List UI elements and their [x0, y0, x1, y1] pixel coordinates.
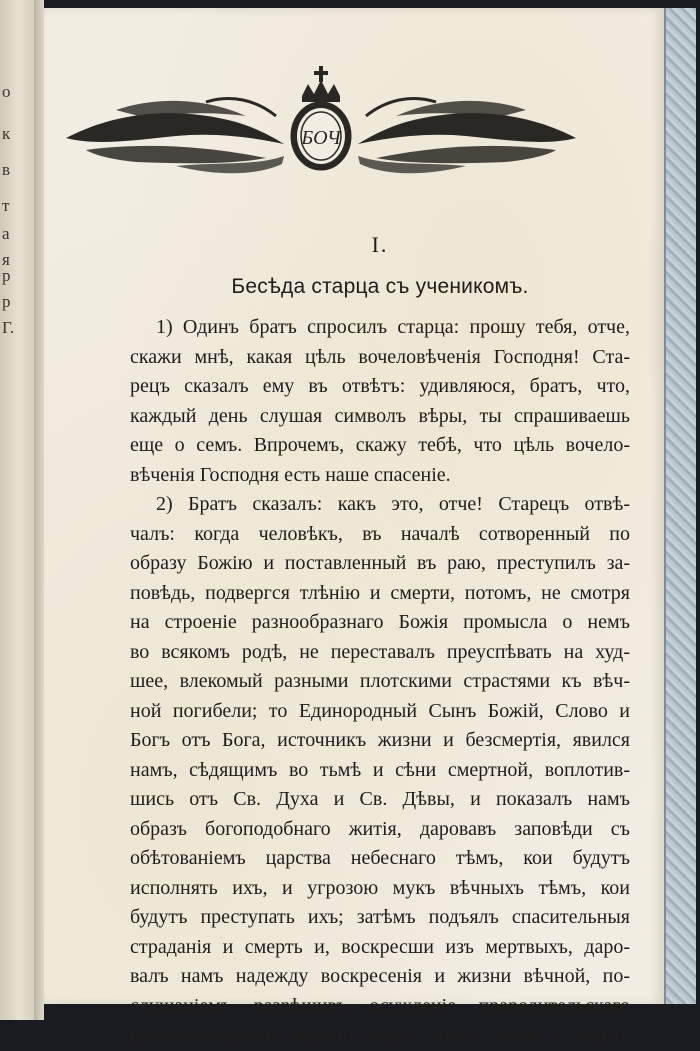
text-line: обѣтованіемъ царства небеснаго тѣмъ, кои будутъ [130, 847, 630, 869]
text-line: исполнять ихъ, и угрозою мукъ вѣчныхъ тѣмъ, кои [130, 876, 630, 899]
left-page-fragment: р [2, 266, 11, 285]
text-line: еще о семъ. Впрочемъ, скажу тебѣ, что цѣль вочело- [130, 434, 630, 456]
paragraph-1 [130, 313, 630, 490]
text-line: шее, влекомый разными плотскими страстями къ вѣч- [130, 670, 630, 692]
left-page-fragment: т [2, 196, 10, 215]
text-line: Богъ отъ Бога, источникъ жизни и безсмертія, явился [130, 729, 630, 751]
text-line: будутъ преступать ихъ; затѣмъ подъялъ спасительныя [130, 906, 630, 928]
left-page-fragment: а [2, 224, 10, 243]
left-page-fragment: к [2, 124, 11, 143]
text-line: слушаніемъ разрѣшивъ осужденіе прародительскаго [130, 994, 630, 1017]
chapter-title: Бесѣда старца съ ученикомъ. [231, 274, 529, 298]
headpiece-ornament [56, 66, 586, 186]
left-page-edge [0, 0, 34, 1020]
text-line: образу Божію и поставленный въ раю, преступилъ за- [130, 552, 630, 574]
text-line: грѣха и поправъ смертію смерть, чтобы, какъ въ Адамѣ [130, 1024, 630, 1046]
text-line: на строеніе разнообразнаго Божія промысла о немъ [130, 611, 630, 633]
text-line: 2) Братъ сказалъ: какъ это, отче! Старецъ отвѣ- [156, 493, 630, 515]
text-line: 1) Одинъ братъ спросилъ старца: прошу тебя, отче, [156, 316, 630, 338]
left-page-fragment: Г. [2, 318, 15, 337]
left-page-fragment: я [2, 250, 10, 269]
text-line: валъ намъ надежду воскресенія и жизни вѣчной, по- [130, 965, 630, 987]
monogram: БОЧ [301, 127, 341, 149]
left-page-fragment: в [2, 160, 11, 179]
text-line: шись отъ Св. Духа и Св. Дѣвы, и показалъ намъ [130, 788, 630, 810]
book-page [44, 8, 664, 1046]
book-gutter [34, 0, 44, 1020]
page-body [130, 230, 630, 1051]
text-line: повѣдь, подвергся тлѣнію и смерти, потомъ, не смотря [130, 581, 630, 604]
chapter-number: I. [371, 232, 389, 257]
paragraph-2 [130, 490, 630, 1051]
text-line: чалъ: когда человѣкъ, въ началѣ сотворенный по [130, 522, 630, 545]
book-cover-edge [664, 8, 696, 1004]
text-line: образъ богоподобнаго житія, даровавъ заповѣди съ [130, 817, 630, 840]
text-line: скажи мнѣ, какая цѣль вочеловѣченія Господня! Ста- [130, 345, 630, 368]
left-page-fragment: о [2, 82, 11, 101]
text-line: вѣченія Господня есть наше спасеніе. [130, 463, 451, 486]
text-line: каждый день слушая символъ вѣры, ты спрашиваешь [130, 404, 630, 427]
text-line: во всякомъ родѣ, не переставалъ преуспѣвать на худ- [130, 640, 630, 663]
left-page-fragment: р [2, 292, 11, 311]
text-line: ной погибели; то Единородный Сынъ Божій, Слово и [130, 699, 630, 722]
text-line: страданія и смерть и, воскресши изъ мертвыхъ, даро- [130, 935, 630, 958]
text-line: намъ, сѣдящимъ во тьмѣ и сѣни смертной, воплотив- [130, 758, 630, 781]
text-line: рецъ сказалъ ему въ отвѣтъ: удивляюся, братъ, что, [130, 375, 630, 397]
